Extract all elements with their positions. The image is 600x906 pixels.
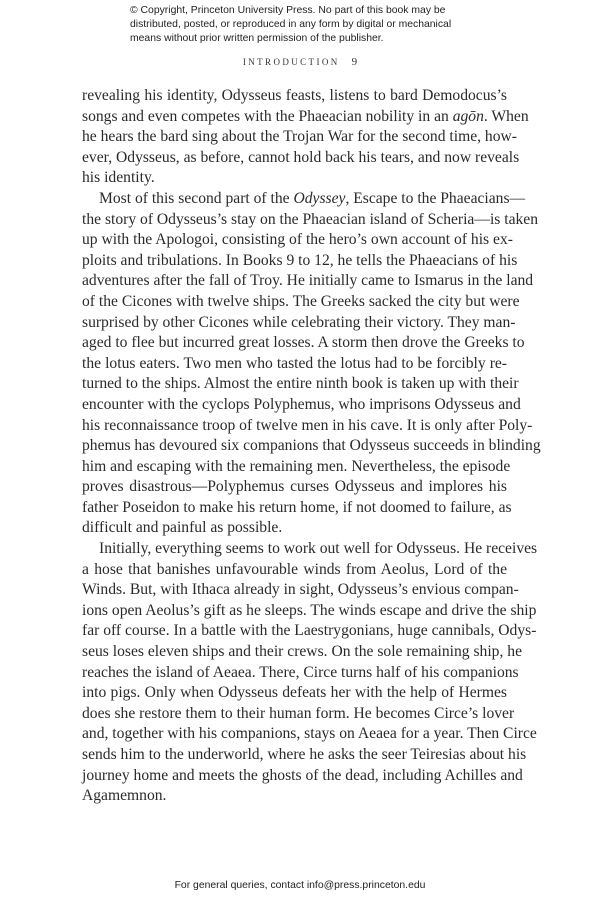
text-line: into pigs. Only when Odysseus defeats her with the help of Hermes — [82, 684, 507, 702]
text-line: ever, Odysseus, as before, cannot hold back his tears, and now reveals — [82, 148, 520, 166]
text-line: up with the Apologoi, consisting of the hero’s own account of his ex- — [82, 231, 513, 249]
text-line: and, together with his companions, stays on Aeaea for a year. Then Circe — [82, 725, 537, 743]
text-line: Agamemnon. — [82, 787, 167, 805]
text-line: him and escaping with the remaining men. Nevertheless, the episode — [82, 457, 511, 475]
copyright-line: © Copyright, Princeton University Press. No part of this book may be — [130, 5, 446, 16]
text-line: of the Cicones with twelve ships. The Greeks sacked the city but were — [82, 292, 520, 310]
text-line: turned to the ships. Almost the entire ninth book is taken up with their — [82, 375, 519, 393]
text-line: his reconnaissance troop of twelve men in his cave. It is only after Poly- — [82, 416, 533, 434]
text-line: reaches the island of Aeaea. There, Circe turns half of his companions — [82, 663, 519, 681]
text-line: phemus has devoured six companions that Odysseus succeeds in blinding — [82, 437, 541, 455]
text-line: Most of this second part of the Odyssey, Escape to the Phaeacians— — [99, 189, 526, 207]
text-line: adventures after the fall of Troy. He initially came to Ismarus in the land — [82, 272, 534, 290]
page-number: 9 — [351, 56, 358, 68]
copyright-line: distributed, posted, or reproduced in any form by digital or mechanical — [130, 19, 452, 30]
text-line: he hears the bard sing about the Trojan War for the second time, how- — [82, 128, 517, 146]
text-line: ions open Aeolus’s gift as he sleeps. The winds escape and drive the ship — [82, 601, 537, 619]
text-line: his identity. — [82, 169, 155, 187]
text-line: difficult and painful as possible. — [82, 519, 283, 537]
paragraph — [82, 86, 529, 189]
paragraph — [82, 539, 538, 807]
text-line: seus loses eleven ships and their crews. On the sole remaining ship, he — [82, 643, 522, 661]
body-text — [82, 86, 541, 807]
text-line: revealing his identity, Odysseus feasts, listens to bard Demodocus’s — [82, 87, 507, 104]
text-line: journey home and meets the ghosts of the dead, including Achilles and — [82, 766, 523, 784]
text-line: father Poseidon to make his return home, if not doomed to failure, as — [82, 498, 512, 516]
text-line: the story of Odysseus’s stay on the Phaeacian island of Scheria—is taken — [82, 210, 539, 228]
footer-contact: For general queries, contact info@press.princeton.edu — [174, 880, 426, 891]
text-line: a hose that banishes unfavourable winds from Aeolus, Lord of the — [82, 560, 507, 578]
running-head — [0, 56, 600, 68]
text-line: ploits and tribulations. In Books 9 to 12, he tells the Phaeacians of his — [82, 251, 518, 269]
text-line: Winds. But, with Ithaca already in sight, Odysseus’s envious compan- — [82, 581, 519, 599]
text-line: proves disastrous—Polyphemus curses Odysseus and implores his — [82, 478, 507, 496]
text-line: aged to flee but incurred great losses. A storm then drove the Greeks to — [82, 334, 525, 352]
copyright-notice — [130, 4, 452, 46]
text-line: does she restore them to their human form. He becomes Circe’s lover — [82, 704, 515, 722]
text-line: Initially, everything seems to work out well for Odysseus. He receives — [99, 540, 538, 558]
text-line: sends him to the underworld, where he asks the seer Teiresias about his — [82, 746, 527, 763]
text-line: songs and even competes with the Phaeacian nobility in an agōn. When — [82, 107, 529, 125]
text-line: the lotus eaters. Two men who tasted the lotus had to be forcibly re- — [82, 354, 507, 372]
text-line: encounter with the cyclops Polyphemus, who imprisons Odysseus and — [82, 395, 521, 413]
chapter-title: INTRODUCTION — [242, 57, 340, 67]
paragraph — [82, 189, 541, 539]
text-line: surprised by other Cicones while celebrating their victory. They man- — [82, 313, 516, 331]
text-line: far off course. In a battle with the Laestrygonians, huge cannibals, Odys- — [82, 622, 537, 640]
copyright-line: means without prior written permission of the publisher. — [130, 33, 384, 44]
